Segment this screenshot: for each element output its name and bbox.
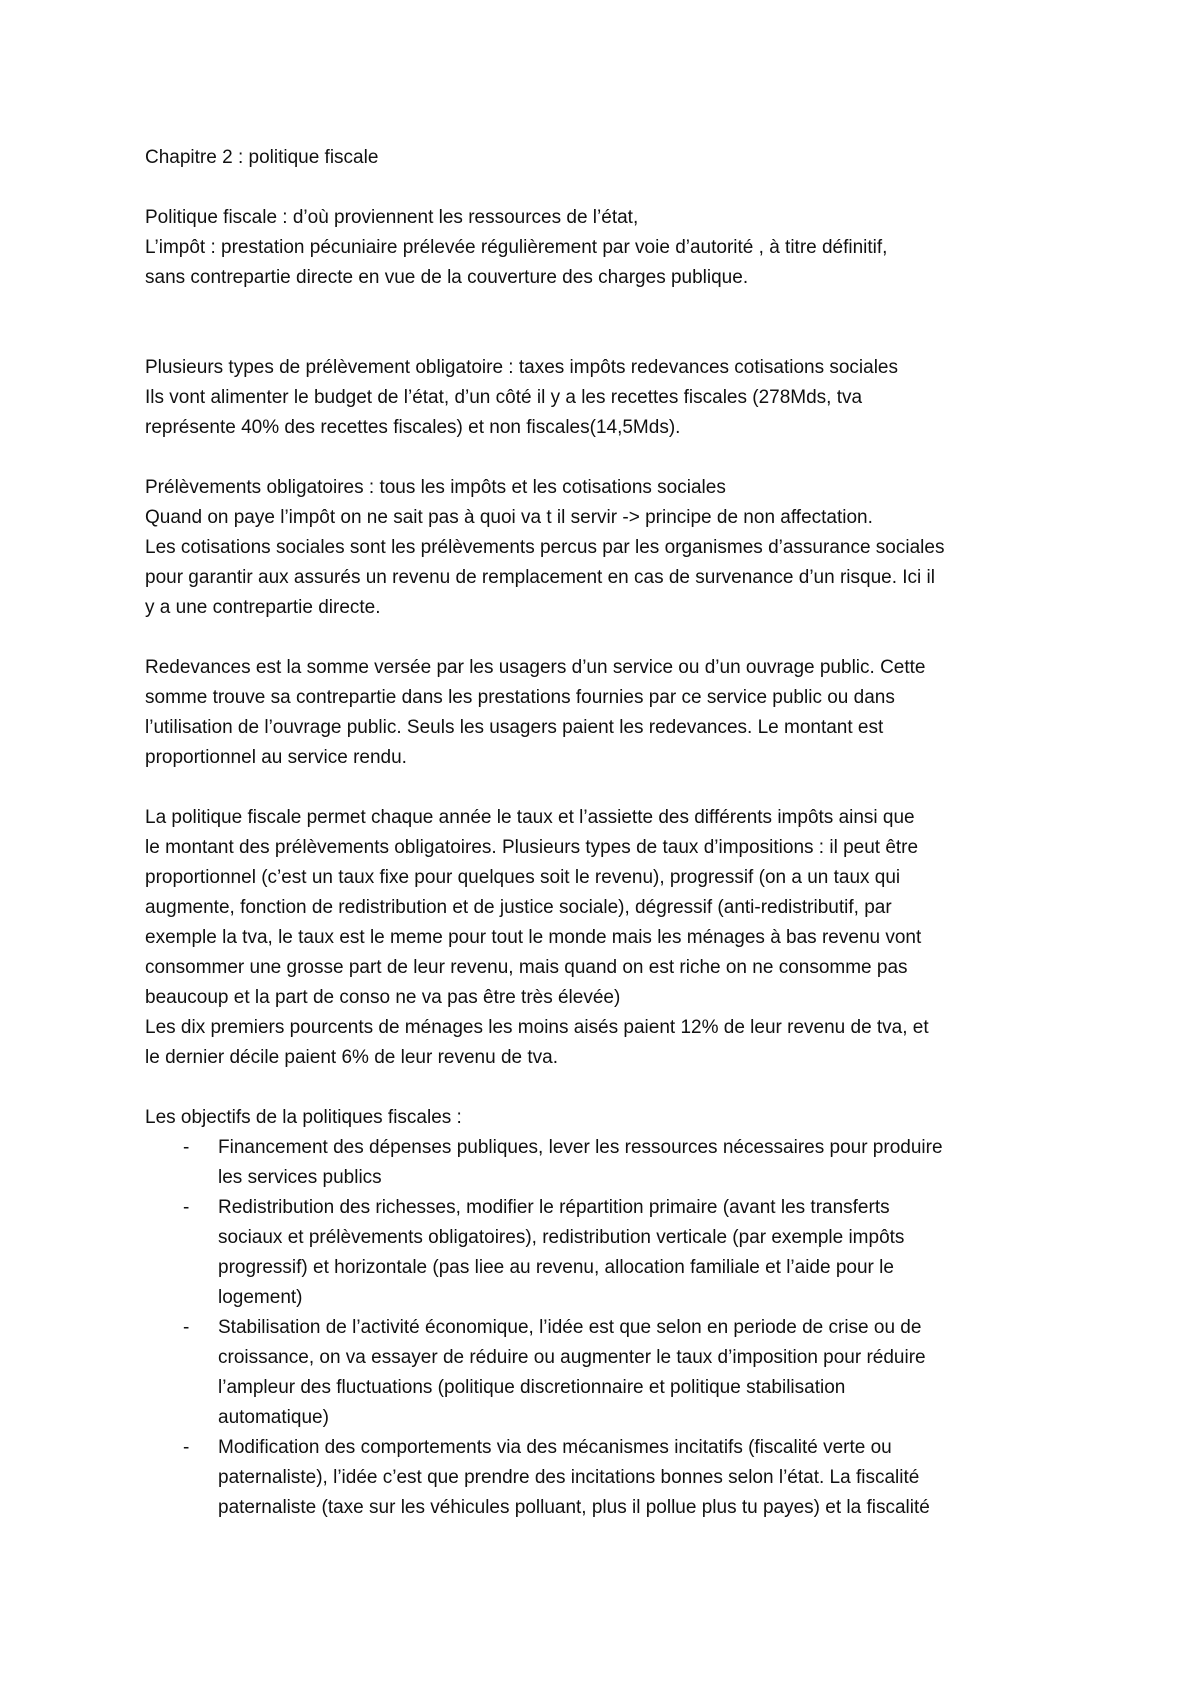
- bullet-marker: -: [183, 1137, 190, 1158]
- paragraph-redevances: [145, 653, 1070, 773]
- text-line: paternaliste), l’idée c’est que prendre des incitations bonnes selon l’état. La fiscalité: [218, 1467, 920, 1488]
- text-line: le montant des prélèvements obligatoires. Plusieurs types de taux d’impositions : il peut être: [145, 837, 919, 858]
- text-line: L’impôt : prestation pécuniaire prélevée régulièrement par voie d’autorité , à titre définitif,: [145, 237, 888, 258]
- text-line: paternaliste (taxe sur les véhicules polluant, plus il pollue plus tu payes) et la fiscalité: [218, 1497, 930, 1518]
- spacer: [145, 773, 1070, 803]
- text-line: y a une contrepartie directe.: [145, 597, 381, 618]
- text-line: Les cotisations sociales sont les prélèvements percus par les organismes d’assurance sociales: [145, 537, 945, 558]
- paragraph-taux-imposition: [145, 803, 1070, 1073]
- text-line: consommer une grosse part de leur revenu, mais quand on est riche on ne consomme pas: [145, 957, 908, 978]
- text-line: automatique): [218, 1407, 329, 1428]
- text-line: augmente, fonction de redistribution et de justice sociale), dégressif (anti-redistributif, par: [145, 897, 892, 918]
- text-line: progressif) et horizontale (pas liee au revenu, allocation familiale et l’aide pour le: [218, 1257, 894, 1278]
- text-line: Ils vont alimenter le budget de l’état, d’un côté il y a les recettes fiscales (278Mds, tva: [145, 387, 863, 408]
- intro-paragraph: [145, 203, 1070, 293]
- text-line: Modification des comportements via des mécanismes incitatifs (fiscalité verte ou: [218, 1437, 892, 1458]
- list-item: [145, 1193, 1070, 1313]
- text-line: sociaux et prélèvements obligatoires), redistribution verticale (par exemple impôts: [218, 1227, 905, 1248]
- text-line: le dernier décile paient 6% de leur revenu de tva.: [145, 1047, 558, 1068]
- text-line: proportionnel (c’est un taux fixe pour quelques soit le revenu), progressif (on a un taux qui: [145, 867, 901, 888]
- text-line: exemple la tva, le taux est le meme pour tout le monde mais les ménages à bas revenu vont: [145, 927, 922, 948]
- list-item: [145, 1133, 1070, 1193]
- chapter-title: Chapitre 2 : politique fiscale: [145, 147, 379, 168]
- list-item: [145, 1433, 1070, 1523]
- text-line: sans contrepartie directe en vue de la couverture des charges publique.: [145, 267, 749, 288]
- text-line: les services publics: [218, 1167, 382, 1188]
- text-line: Prélèvements obligatoires : tous les impôts et les cotisations sociales: [145, 477, 726, 498]
- bullet-marker: -: [183, 1437, 190, 1458]
- list-item: [145, 1313, 1070, 1433]
- text-line: l’utilisation de l’ouvrage public. Seuls les usagers paient les redevances. Le montant est: [145, 717, 884, 738]
- spacer: [145, 173, 1070, 203]
- paragraph-prelevements-obligatoires: [145, 473, 1070, 623]
- text-line: l’ampleur des fluctuations (politique discretionnaire et politique stabilisation: [218, 1377, 846, 1398]
- spacer: [145, 623, 1070, 653]
- text-line: Plusieurs types de prélèvement obligatoire : taxes impôts redevances cotisations sociales: [145, 357, 898, 378]
- text-line: représente 40% des recettes fiscales) et non fiscales(14,5Mds).: [145, 417, 681, 438]
- text-line: beaucoup et la part de conso ne va pas être très élevée): [145, 987, 621, 1008]
- text-line: Quand on paye l’impôt on ne sait pas à quoi va t il servir -> principe de non affectation.: [145, 507, 873, 528]
- bullet-marker: -: [183, 1197, 190, 1218]
- text-line: somme trouve sa contrepartie dans les prestations fournies par ce service public ou dans: [145, 687, 895, 708]
- text-line: proportionnel au service rendu.: [145, 747, 407, 768]
- text-line: Les dix premiers pourcents de ménages les moins aisés paient 12% de leur revenu de tva, et: [145, 1017, 929, 1038]
- text-line: Politique fiscale : d’où proviennent les ressources de l’état,: [145, 207, 639, 228]
- spacer: [145, 443, 1070, 473]
- paragraph-prelevements-types: [145, 353, 1070, 443]
- text-line: pour garantir aux assurés un revenu de remplacement en cas de survenance d’un risque. Ici il: [145, 567, 935, 588]
- spacer: [145, 1073, 1070, 1103]
- bullet-marker: -: [183, 1317, 190, 1338]
- objectives-list: [145, 1133, 1070, 1523]
- text-line: Redistribution des richesses, modifier le répartition primaire (avant les transferts: [218, 1197, 890, 1218]
- objectives-heading: Les objectifs de la politiques fiscales :: [145, 1107, 462, 1128]
- text-line: croissance, on va essayer de réduire ou augmenter le taux d’imposition pour réduire: [218, 1347, 926, 1368]
- text-line: Redevances est la somme versée par les usagers d’un service ou d’un ouvrage public. Cette: [145, 657, 926, 678]
- text-line: Financement des dépenses publiques, lever les ressources nécessaires pour produire: [218, 1137, 943, 1158]
- text-line: La politique fiscale permet chaque année le taux et l’assiette des différents impôts ainsi que: [145, 807, 915, 828]
- spacer: [145, 293, 1070, 353]
- text-line: logement): [218, 1287, 303, 1308]
- document-page: [145, 143, 1070, 1523]
- text-line: Stabilisation de l’activité économique, l’idée est que selon en periode de crise ou de: [218, 1317, 922, 1338]
